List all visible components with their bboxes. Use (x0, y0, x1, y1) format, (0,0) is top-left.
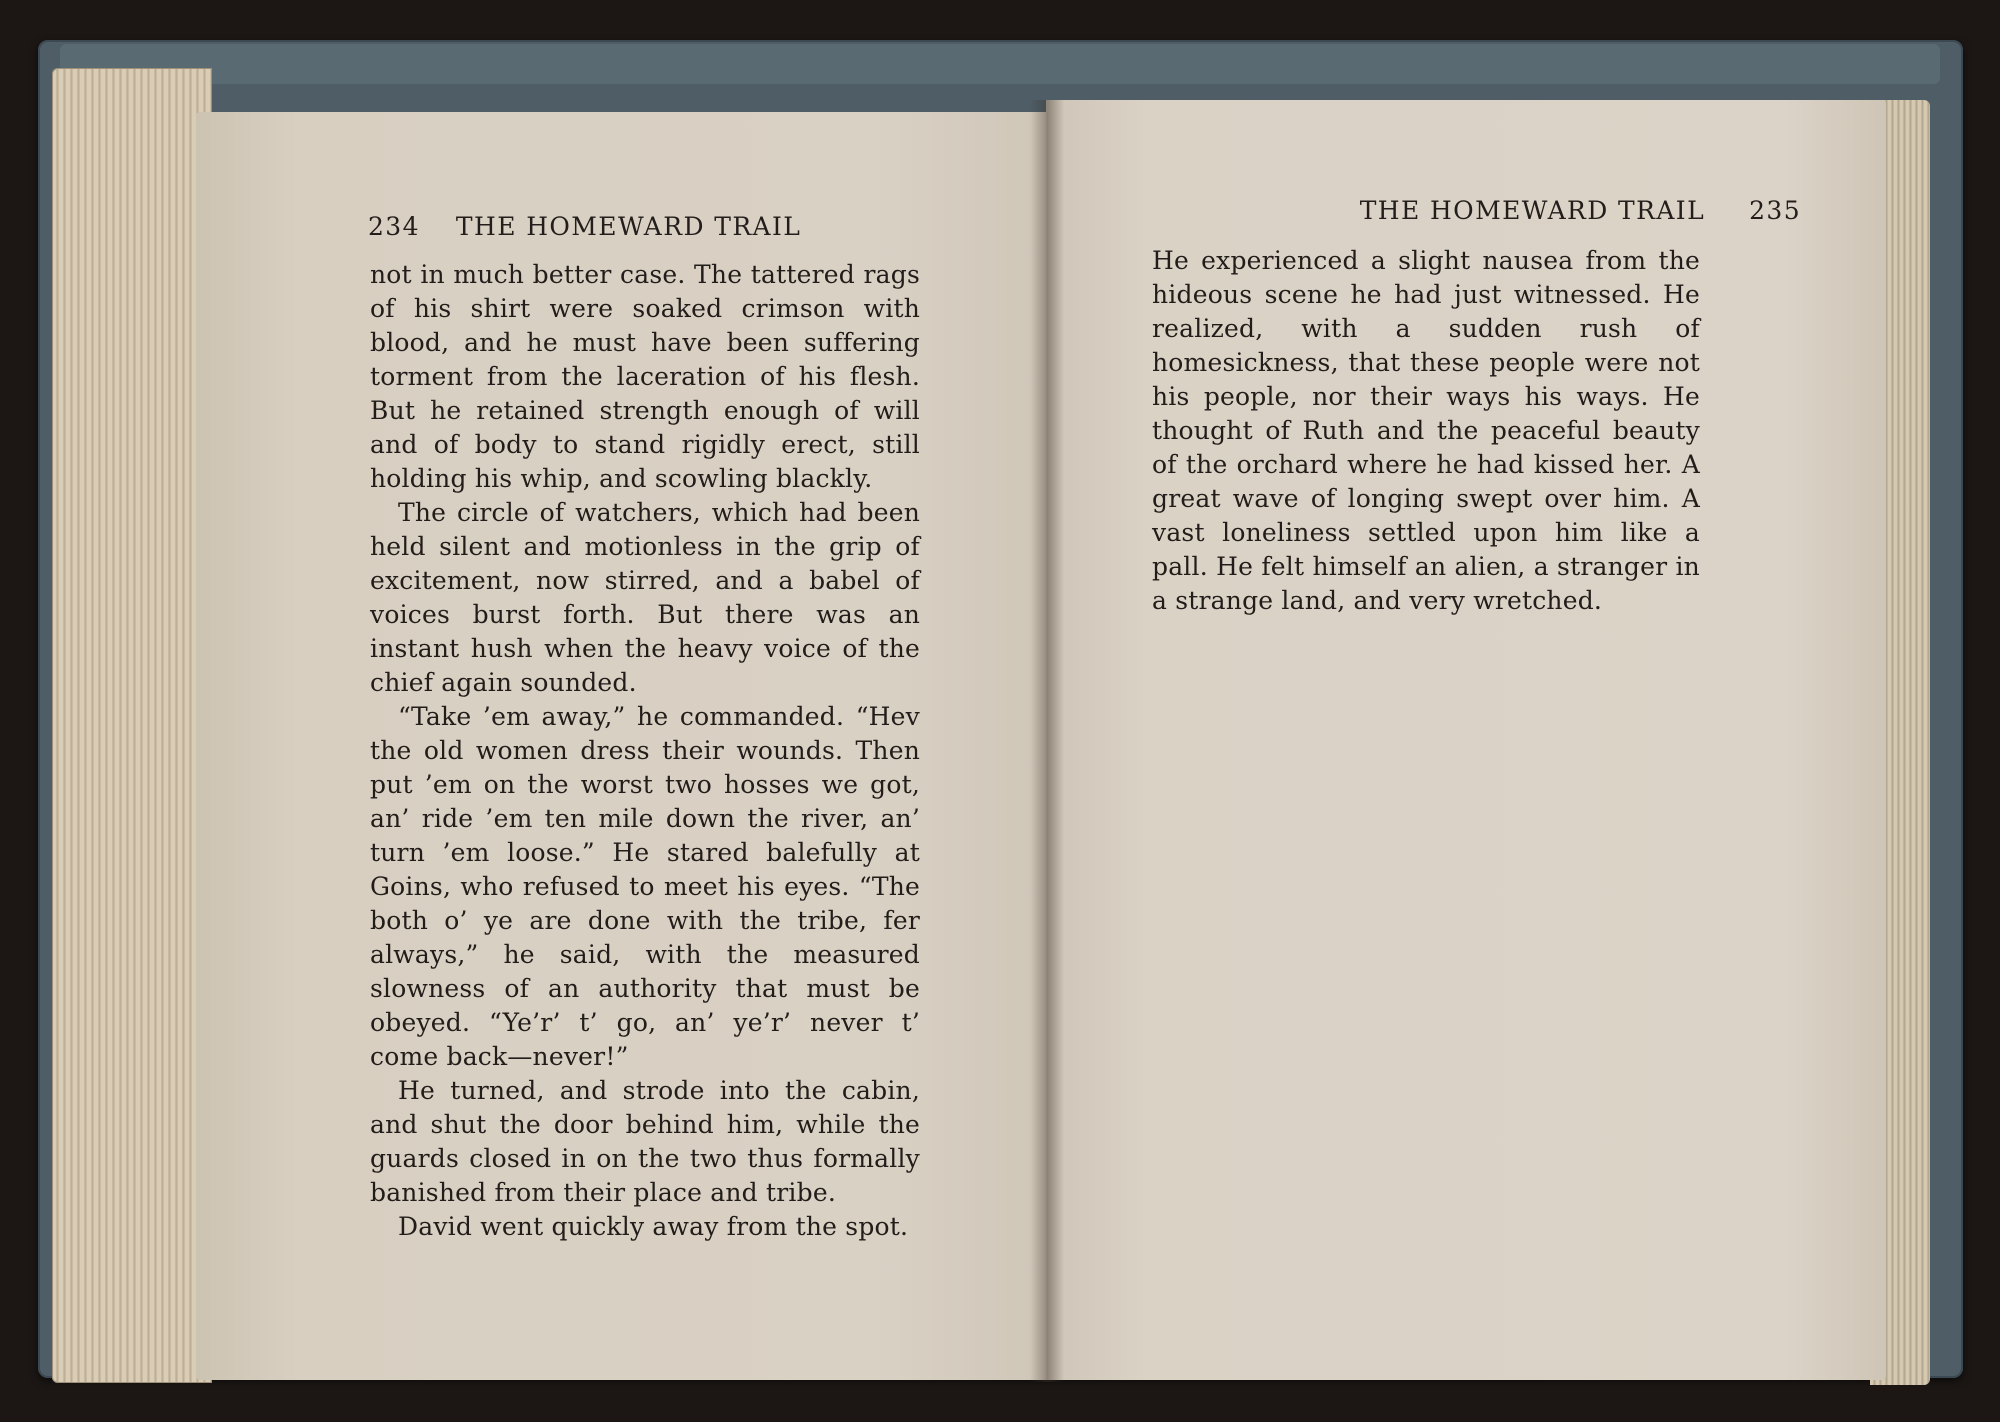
book-gutter (1030, 100, 1064, 1382)
left-paragraph-4: He turned, and strode into the cabin, and shut the door behind him, while the guards closed in on the two thus formally banished from their place and tribe. (370, 1076, 920, 1207)
left-paragraph-3: “Take ’em away,” he commanded. “Hev the old women dress their wounds. Then put ’em on the worst two hosses we got, an’ ride ’em ten mile down the river, an’ turn ’em loose.” He stared balefully at Goins, who refused to meet his eyes. “The both o’ ye are done with the tribe, fer always,” he said, with the measured slowness of an authority that must be obeyed. “Ye’r’ t’ go, an’ ye’r’ never t’ come back—never!” (370, 702, 920, 1071)
left-page-number: 234 (368, 212, 420, 241)
page-edges-left (52, 68, 212, 1383)
left-paragraph-5: David went quickly away from the spot. (398, 1212, 909, 1241)
left-page (196, 112, 1046, 1380)
right-page-number: 235 (1749, 196, 1801, 225)
left-page-header (368, 212, 801, 241)
left-paragraph-2: The circle of watchers, which had been held silent and motionless in the grip of excitement, now stirred, and a babel of voices burst forth. But there was an instant hush when the heavy voice of the chief again sounded. (370, 498, 920, 697)
right-paragraph-1: He experienced a slight nausea from the hideous scene he had just witnessed. He realized, with a sudden rush of homesickness, that these people were not his people, nor their ways his ways. He thought of Ruth and the peaceful beauty of the orchard where he had kissed her. A great wave of longing swept over him. A vast loneliness settled upon him like a pall. He felt himself an alien, a stranger in a strange land, and very wretched. (1152, 246, 1700, 615)
right-page-header (1046, 196, 1801, 225)
book-spine-top (60, 44, 1940, 84)
left-paragraph-1: not in much better case. The tattered rags of his shirt were soaked crimson with blood, and he must have been suffering torment from the laceration of his flesh. But he retained strength enough of will and of body to stand rigidly erect, still holding his whip, and scowling blackly. (370, 260, 920, 493)
right-running-head: THE HOMEWARD TRAIL (1359, 196, 1706, 225)
left-page-body (370, 258, 920, 1244)
left-running-head: THE HOMEWARD TRAIL (455, 212, 802, 241)
right-page (1046, 100, 1886, 1380)
right-page-body (1152, 244, 1700, 618)
